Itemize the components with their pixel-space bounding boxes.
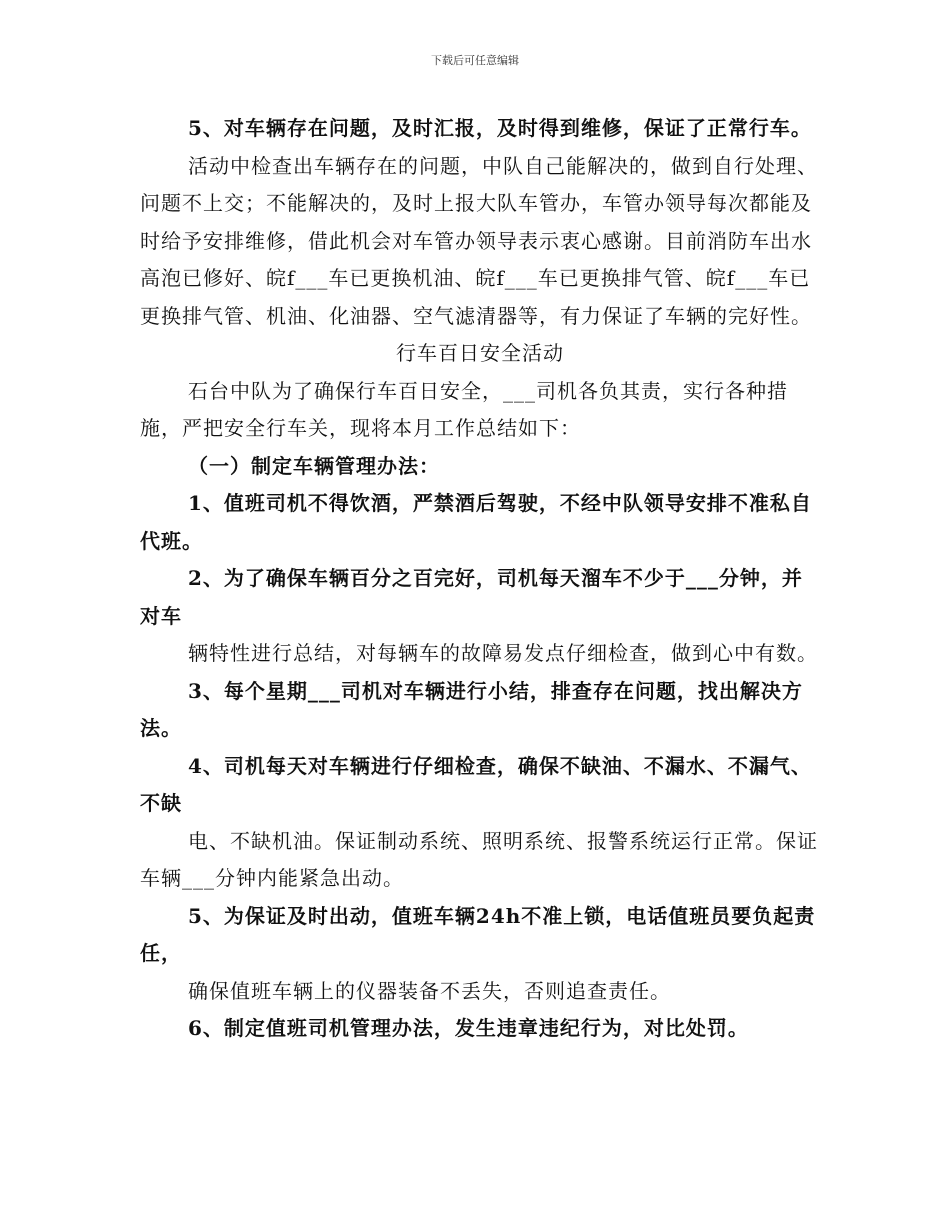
rule-3: 3、每个星期___司机对车辆进行小结，排查存在问题，找出解决方法。 [140, 678, 803, 740]
paragraph-2: 活动中检查出车辆存在的问题，中队自己能解决的，做到自行处理、问题不上交；不能解决的，及时上报大队车管办，车管办领导每次都能及时给予安排维修，借此机会对车管办领导表示衷心感谢。目前消防车出水高泡已修好、皖f___车已更换机油、皖f___车已更换排气管、皖f___车已更换排气管、机油、化油器、空气滤清器等，有力保证了车辆的完好性。 [140, 153, 818, 328]
rule-5-continued: 确保值班车辆上的仪器装备不丢失，否则追查责任。 [188, 978, 671, 1003]
document-body [140, 110, 820, 1048]
paragraph-3: 石台中队为了确保行车百日安全，___司机各负其责，实行各种措施，严把安全行车关，现将本月工作总结如下： [140, 378, 788, 440]
subheading: （一）制定车辆管理办法： [188, 453, 440, 478]
rule-5: 5、为保证及时出动，值班车辆24h不准上锁，电话值班员要负起责任， [140, 903, 816, 965]
rule-2-continued: 辆特性进行总结，对每辆车的故障易发点仔细检查，做到心中有数。 [188, 641, 818, 665]
rule-4-continued: 电、不缺机油。保证制动系统、照明系统、报警系统运行正常。保证车辆___分钟内能紧急出动。 [140, 828, 818, 890]
rule-4: 4、司机每天对车辆进行仔细检查，确保不缺油、不漏水、不漏气、不缺 [140, 753, 812, 815]
rule-2: 2、为了确保车辆百分之百完好，司机每天溜车不少于___分钟，并对车 [140, 566, 803, 628]
rule-1: 1、值班司机不得饮酒，严禁酒后驾驶，不经中队领导安排不准私自代班。 [140, 491, 812, 553]
rule-6: 6、制定值班司机管理办法，发生违章违纪行为，对比处罚。 [188, 1016, 749, 1040]
page-header: 下载后可任意编辑 [431, 54, 519, 67]
section-title: 行车百日安全活动 [396, 341, 564, 365]
paragraph-1: 5、对车辆存在问题，及时汇报，及时得到维修，保证了正常行车。 [188, 116, 812, 140]
